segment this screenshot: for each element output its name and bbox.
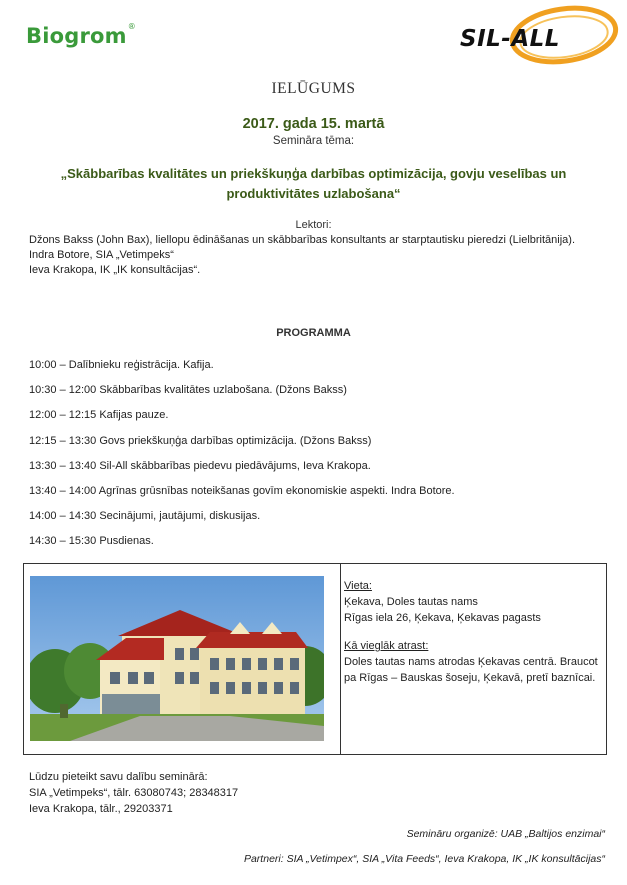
page-title: IELŪGUMS xyxy=(271,80,356,97)
schedule-item: 10:00 – Dalībnieku reģistrācija. Kafija. xyxy=(29,359,214,371)
registration-line: SIA „Vetimpeks“, tālr. 63080743; 28348317 xyxy=(29,787,239,799)
programme-heading: PROGRAMMA xyxy=(276,327,351,339)
schedule-list xyxy=(29,359,604,561)
venue-box-divider xyxy=(340,564,341,754)
registered-mark: ® xyxy=(127,22,136,31)
lecturer-item: Indra Botore, SIA „Vetimpeks“ xyxy=(29,249,174,261)
registration-line: Lūdzu pieteikt savu dalību seminārā: xyxy=(29,771,208,783)
schedule-item: 13:30 – 13:40 Sil-All skābbarības piedevu piedāvājums, Ieva Krakopa. xyxy=(29,459,371,472)
venue-place-line2: Rīgas iela 26, Ķekava, Ķekavas pagasts xyxy=(344,612,541,624)
registration-info xyxy=(29,769,238,817)
registration-line: Ieva Krakopa, tālr., 29203371 xyxy=(29,803,173,815)
schedule-item: 12:15 – 13:30 Govs priekškuņģa darbības optimizācija. (Džons Bakss) xyxy=(29,434,372,447)
venue-find-label: Kā vieglāk atrast: xyxy=(344,640,429,652)
schedule-item: 13:40 – 14:00 Agrīnas grūsnības noteikšanas govīm ekonomiskie aspekti. Indra Botore. xyxy=(29,484,455,497)
seminar-theme: „Skābbarības kvalitātes un priekškuņģa darbības optimizācija, govju veselības un produktivitātes uzlabošana“ xyxy=(60,166,567,201)
lecturers-list xyxy=(29,233,604,278)
organizer-line: Semināru organizē: UAB „Baltijos enzimai“ xyxy=(406,828,605,840)
theme-label: Semināra tēma: xyxy=(272,135,355,147)
biogrom-logo-text: Biogrom xyxy=(26,24,127,48)
venue-info xyxy=(344,578,599,686)
venue-photo xyxy=(30,576,324,741)
partners-line: Partneri: SIA „Vetimpex“, SIA „Vita Feeds“, Ieva Krakopa, IK „IK konsultācijas“ xyxy=(243,853,605,865)
sil-all-logo-text: SIL-ALL xyxy=(460,26,560,52)
biogrom-logo xyxy=(26,24,135,48)
seminar-date: 2017. gada 15. martā xyxy=(242,116,385,132)
schedule-item: 12:00 – 12:15 Kafijas pauze. xyxy=(29,409,169,422)
schedule-item: 14:30 – 15:30 Pusdienas. xyxy=(29,535,154,548)
schedule-item: 10:30 – 12:00 Skābbarības kvalitātes uzlabošana. (Džons Bakss) xyxy=(29,384,347,397)
venue-place-line1: Ķekava, Doles tautas nams xyxy=(344,596,478,608)
venue-find-text: Doles tautas nams atrodas Ķekavas centrā. Braucot pa Rīgas – Bauskas šoseju, Ķekavā, pretī baznīcai. xyxy=(344,656,598,684)
lecturers-label: Lektori: xyxy=(295,219,332,231)
venue-place-label: Vieta: xyxy=(344,580,372,592)
building-photo-illustration xyxy=(30,576,324,741)
lecturer-item: Ieva Krakopa, IK „IK konsultācijas“. xyxy=(29,264,201,276)
venue-box xyxy=(23,563,607,755)
lecturer-item: Džons Bakss (John Bax), liellopu ēdināšanas un skābbarības konsultants ar starptautisku pieredzi (Lielbritānija). xyxy=(29,234,576,246)
sil-all-logo xyxy=(452,4,620,66)
schedule-item: 14:00 – 14:30 Secinājumi, jautājumi, diskusijas. xyxy=(29,510,261,523)
